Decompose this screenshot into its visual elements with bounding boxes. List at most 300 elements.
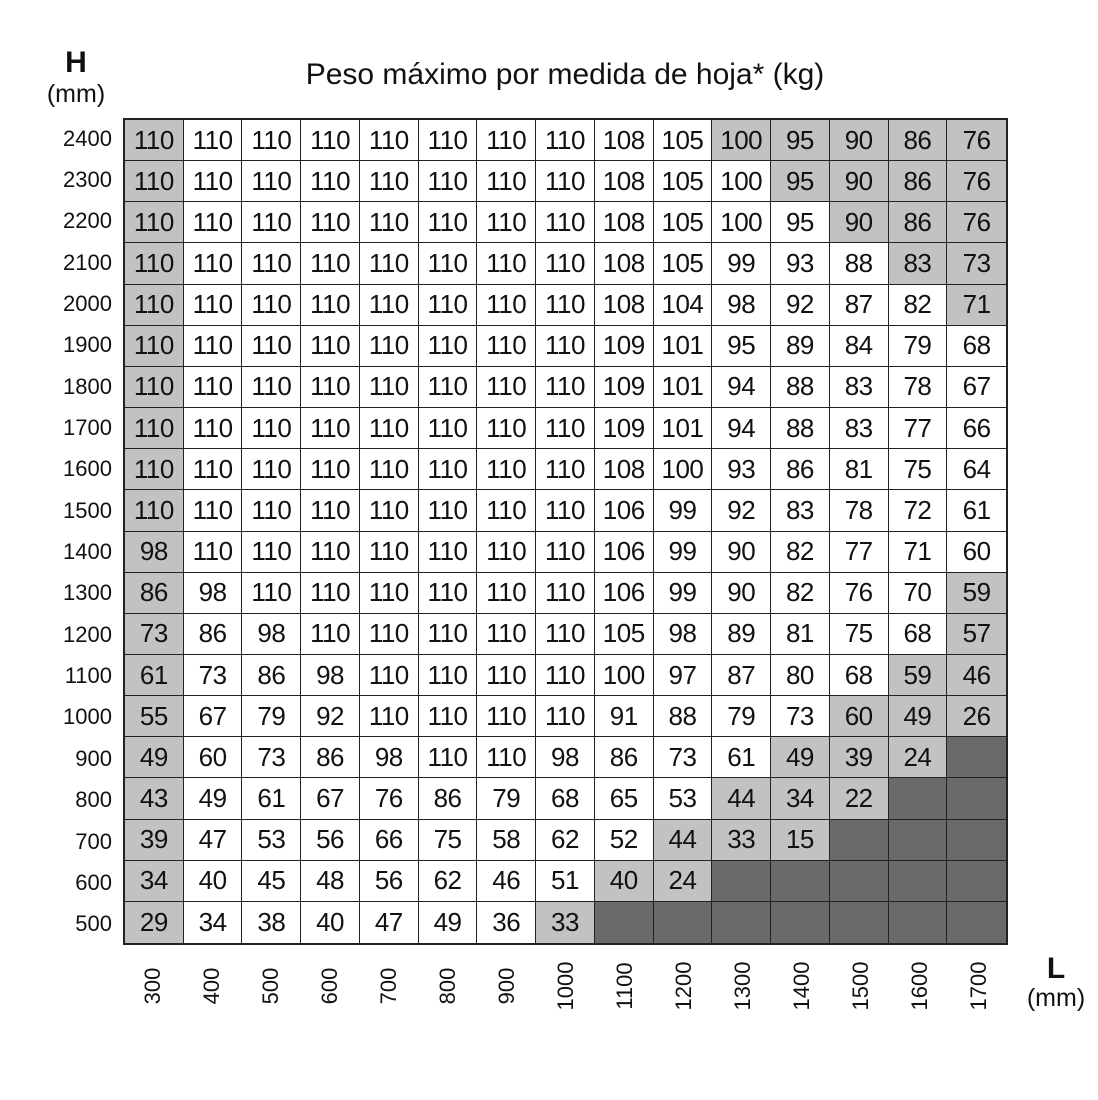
x-tick-slot (595, 952, 654, 1020)
table-cell: 110 (536, 573, 595, 614)
table-cell: 110 (360, 655, 419, 696)
table-cell: 110 (536, 449, 595, 490)
table-cell: 76 (360, 778, 419, 819)
table-cell: 110 (242, 161, 301, 202)
table-cell: 110 (419, 696, 478, 737)
y-tick-label: 2200 (63, 208, 112, 234)
table-cell: 73 (242, 737, 301, 778)
y-axis-unit: (mm) (46, 80, 106, 108)
table-cell: 95 (712, 326, 771, 367)
table-cell: 86 (771, 449, 830, 490)
table-cell: 108 (595, 202, 654, 243)
y-tick-label: 2400 (63, 125, 112, 151)
table-cell: 40 (301, 902, 360, 943)
table-cell: 110 (419, 326, 478, 367)
table-cell: 110 (477, 573, 536, 614)
table-cell: 98 (654, 614, 713, 655)
table-cell: 98 (360, 737, 419, 778)
table-cell: 110 (360, 408, 419, 449)
table-cell: 86 (125, 573, 184, 614)
table-cell: 61 (125, 655, 184, 696)
y-tick-label: 1900 (63, 332, 112, 358)
table-cell: 45 (242, 861, 301, 902)
table-cell: 75 (830, 614, 889, 655)
chart-title: Peso máximo por medida de hoja* (kg) (305, 58, 825, 91)
table-cell: 110 (536, 532, 595, 573)
table-cell: 64 (947, 449, 1006, 490)
table-cell: 68 (536, 778, 595, 819)
table-cell: 110 (419, 490, 478, 531)
table-cell: 83 (830, 367, 889, 408)
table-cell: 88 (771, 408, 830, 449)
x-tick-slot (949, 952, 1008, 1020)
x-tick-slot (300, 952, 359, 1020)
table-cell: 110 (477, 161, 536, 202)
table-cell: 110 (536, 367, 595, 408)
table-cell (947, 820, 1006, 861)
table-cell: 75 (419, 820, 478, 861)
table-cell: 110 (419, 243, 478, 284)
table-cell: 52 (595, 820, 654, 861)
table-cell: 110 (477, 367, 536, 408)
table-cell: 98 (712, 285, 771, 326)
table-cell: 67 (947, 367, 1006, 408)
x-tick-slot (536, 952, 595, 1020)
table-cell: 108 (595, 449, 654, 490)
y-tick-label: 1600 (63, 456, 112, 482)
table-cell: 79 (242, 696, 301, 737)
table-cell: 110 (536, 408, 595, 449)
table-cell: 105 (654, 202, 713, 243)
table-cell: 110 (301, 614, 360, 655)
table-cell: 49 (184, 778, 243, 819)
table-cell: 60 (830, 696, 889, 737)
table-cell: 110 (419, 449, 478, 490)
table-cell: 109 (595, 326, 654, 367)
table-cell: 110 (301, 120, 360, 161)
table-cell (889, 778, 948, 819)
table-cell: 90 (830, 161, 889, 202)
y-axis-tick-labels (38, 118, 112, 945)
table-cell: 86 (889, 120, 948, 161)
table-cell: 110 (242, 120, 301, 161)
table-cell: 110 (360, 532, 419, 573)
table-cell: 98 (184, 573, 243, 614)
x-tick-slot (241, 952, 300, 1020)
table-cell: 90 (712, 532, 771, 573)
table-cell: 79 (889, 326, 948, 367)
table-cell: 110 (360, 161, 419, 202)
table-cell: 95 (771, 202, 830, 243)
table-cell: 73 (947, 243, 1006, 284)
table-cell: 106 (595, 490, 654, 531)
table-cell: 95 (771, 161, 830, 202)
table-cell: 110 (125, 285, 184, 326)
table-cell (830, 820, 889, 861)
table-cell: 110 (301, 367, 360, 408)
table-cell (947, 737, 1006, 778)
y-tick-label: 900 (75, 745, 112, 771)
table-cell: 33 (536, 902, 595, 943)
table-cell: 68 (947, 326, 1006, 367)
table-cell: 34 (771, 778, 830, 819)
table-cell (889, 902, 948, 943)
table-cell: 83 (771, 490, 830, 531)
table-cell: 110 (125, 202, 184, 243)
table-cell: 110 (184, 120, 243, 161)
table-cell (830, 861, 889, 902)
table-cell: 110 (242, 449, 301, 490)
table-cell: 77 (889, 408, 948, 449)
table-cell: 81 (830, 449, 889, 490)
table-cell: 110 (360, 285, 419, 326)
x-axis-unit: (mm) (1026, 984, 1086, 1012)
table-cell: 110 (419, 161, 478, 202)
table-cell: 100 (654, 449, 713, 490)
x-tick-label: 1100 (611, 962, 637, 1010)
table-cell: 33 (712, 820, 771, 861)
table-cell: 108 (595, 161, 654, 202)
table-cell: 80 (771, 655, 830, 696)
table-cell: 90 (712, 573, 771, 614)
table-cell: 60 (947, 532, 1006, 573)
table-cell: 110 (419, 737, 478, 778)
table-cell: 110 (360, 367, 419, 408)
table-cell (712, 861, 771, 902)
table-cell: 49 (419, 902, 478, 943)
table-cell: 110 (184, 490, 243, 531)
table-cell: 110 (242, 532, 301, 573)
table-cell: 82 (771, 532, 830, 573)
x-axis-letter: L (1046, 952, 1066, 985)
table-cell: 43 (125, 778, 184, 819)
table-cell: 67 (184, 696, 243, 737)
table-cell: 110 (536, 696, 595, 737)
table-cell: 61 (947, 490, 1006, 531)
table-cell: 60 (184, 737, 243, 778)
table-cell: 98 (125, 532, 184, 573)
table-cell: 108 (595, 243, 654, 284)
table-cell: 99 (654, 532, 713, 573)
table-cell: 110 (419, 655, 478, 696)
table-cell: 110 (125, 243, 184, 284)
table-cell: 110 (536, 243, 595, 284)
table-cell: 82 (771, 573, 830, 614)
table-cell: 47 (360, 902, 419, 943)
y-tick-label: 500 (75, 911, 112, 937)
table-cell: 68 (830, 655, 889, 696)
table-cell: 110 (242, 326, 301, 367)
table-cell: 110 (301, 161, 360, 202)
table-cell: 110 (184, 161, 243, 202)
table-cell: 110 (360, 120, 419, 161)
table-cell: 34 (184, 902, 243, 943)
table-cell: 49 (771, 737, 830, 778)
table-cell: 110 (184, 367, 243, 408)
x-tick-label: 400 (198, 967, 224, 1005)
table-cell: 71 (889, 532, 948, 573)
table-cell: 47 (184, 820, 243, 861)
table-cell: 82 (889, 285, 948, 326)
table-cell (889, 820, 948, 861)
table-cell: 110 (242, 367, 301, 408)
table-cell: 92 (712, 490, 771, 531)
x-tick-label: 1200 (670, 961, 696, 1011)
table-cell: 110 (360, 614, 419, 655)
table-cell: 66 (947, 408, 1006, 449)
table-cell: 46 (947, 655, 1006, 696)
table-cell: 110 (301, 202, 360, 243)
table-cell: 87 (830, 285, 889, 326)
table-cell: 110 (360, 243, 419, 284)
table-cell: 105 (595, 614, 654, 655)
table-cell: 89 (771, 326, 830, 367)
table-cell: 110 (536, 161, 595, 202)
x-tick-label: 600 (316, 967, 342, 1005)
y-tick-label: 2000 (63, 291, 112, 317)
x-tick-label: 1400 (788, 961, 814, 1011)
table-cell: 110 (477, 490, 536, 531)
table-cell: 110 (360, 326, 419, 367)
table-cell: 88 (771, 367, 830, 408)
table-cell: 67 (301, 778, 360, 819)
table-cell: 24 (889, 737, 948, 778)
table-cell: 110 (477, 285, 536, 326)
x-tick-slot (772, 952, 831, 1020)
table-cell: 46 (477, 861, 536, 902)
table-cell: 86 (301, 737, 360, 778)
table-cell: 49 (889, 696, 948, 737)
x-tick-label: 1600 (906, 961, 932, 1011)
table-cell: 57 (947, 614, 1006, 655)
table-cell: 110 (184, 326, 243, 367)
table-cell: 110 (301, 573, 360, 614)
table-cell: 68 (889, 614, 948, 655)
table-cell: 110 (419, 532, 478, 573)
table-cell: 110 (301, 532, 360, 573)
table-cell: 110 (536, 202, 595, 243)
table-cell: 98 (301, 655, 360, 696)
table-cell: 75 (889, 449, 948, 490)
y-axis-letter: H (65, 46, 87, 79)
table-cell: 101 (654, 326, 713, 367)
table-cell: 100 (712, 202, 771, 243)
x-tick-label: 900 (493, 967, 519, 1005)
y-tick-label: 1700 (63, 415, 112, 441)
table-cell: 61 (242, 778, 301, 819)
y-tick-label: 1100 (64, 663, 112, 689)
table-cell (771, 902, 830, 943)
table-cell: 110 (536, 614, 595, 655)
x-tick-slot (654, 952, 713, 1020)
table-cell: 110 (125, 367, 184, 408)
table-cell: 53 (654, 778, 713, 819)
table-cell: 48 (301, 861, 360, 902)
table-cell: 86 (889, 161, 948, 202)
table-cell: 110 (184, 285, 243, 326)
table-cell: 110 (301, 285, 360, 326)
table-cell: 73 (654, 737, 713, 778)
table-cell: 110 (477, 532, 536, 573)
table-cell: 29 (125, 902, 184, 943)
table-cell: 40 (595, 861, 654, 902)
table-cell: 97 (654, 655, 713, 696)
table-cell: 100 (712, 161, 771, 202)
table-cell: 110 (125, 120, 184, 161)
table-cell: 86 (419, 778, 478, 819)
table-cell: 36 (477, 902, 536, 943)
table-cell: 110 (242, 202, 301, 243)
table-cell: 110 (184, 408, 243, 449)
x-tick-slot (831, 952, 890, 1020)
table-cell: 108 (595, 120, 654, 161)
table-cell: 110 (419, 408, 478, 449)
table-cell: 76 (947, 120, 1006, 161)
table-cell: 26 (947, 696, 1006, 737)
x-tick-label: 1300 (729, 961, 755, 1011)
x-tick-label: 1500 (847, 961, 873, 1011)
table-cell: 110 (301, 243, 360, 284)
table-cell: 110 (419, 614, 478, 655)
table-cell: 110 (477, 737, 536, 778)
table-cell: 110 (477, 243, 536, 284)
table-cell: 110 (301, 490, 360, 531)
table-cell (947, 861, 1006, 902)
table-cell: 15 (771, 820, 830, 861)
x-tick-slot (359, 952, 418, 1020)
table-cell: 83 (830, 408, 889, 449)
table-cell: 39 (830, 737, 889, 778)
table-cell: 81 (771, 614, 830, 655)
x-tick-slot (418, 952, 477, 1020)
table-cell: 78 (830, 490, 889, 531)
table-cell: 110 (301, 326, 360, 367)
table-cell: 110 (536, 655, 595, 696)
table-cell: 86 (242, 655, 301, 696)
table-cell: 99 (654, 490, 713, 531)
table-cell: 110 (184, 449, 243, 490)
weight-table-grid (123, 118, 1008, 945)
table-cell: 110 (360, 490, 419, 531)
x-tick-slot (123, 952, 182, 1020)
table-cell: 88 (654, 696, 713, 737)
table-cell: 98 (536, 737, 595, 778)
y-tick-label: 1800 (63, 373, 112, 399)
table-cell: 95 (771, 120, 830, 161)
table-cell (947, 778, 1006, 819)
table-cell (830, 902, 889, 943)
y-tick-label: 2100 (63, 249, 112, 275)
table-cell: 110 (536, 120, 595, 161)
table-cell: 110 (184, 532, 243, 573)
table-cell: 73 (771, 696, 830, 737)
table-cell: 62 (536, 820, 595, 861)
x-tick-label: 700 (375, 967, 401, 1005)
table-cell: 70 (889, 573, 948, 614)
table-cell: 90 (830, 202, 889, 243)
table-cell: 110 (419, 202, 478, 243)
table-cell: 100 (712, 120, 771, 161)
table-cell: 110 (242, 243, 301, 284)
table-cell: 110 (125, 408, 184, 449)
table-cell: 94 (712, 408, 771, 449)
table-cell: 40 (184, 861, 243, 902)
table-cell: 110 (360, 696, 419, 737)
table-cell: 58 (477, 820, 536, 861)
table-cell: 65 (595, 778, 654, 819)
table-cell: 55 (125, 696, 184, 737)
table-cell: 86 (595, 737, 654, 778)
table-cell: 101 (654, 408, 713, 449)
table-cell: 77 (830, 532, 889, 573)
table-cell: 110 (242, 573, 301, 614)
x-tick-slot (477, 952, 536, 1020)
table-cell: 110 (419, 120, 478, 161)
table-cell: 53 (242, 820, 301, 861)
table-cell: 86 (184, 614, 243, 655)
table-cell: 110 (477, 408, 536, 449)
table-cell: 104 (654, 285, 713, 326)
table-cell: 59 (947, 573, 1006, 614)
y-tick-label: 1200 (63, 621, 112, 647)
table-cell: 106 (595, 532, 654, 573)
x-tick-slot (182, 952, 241, 1020)
y-tick-label: 1000 (63, 704, 112, 730)
table-cell: 66 (360, 820, 419, 861)
table-cell (889, 861, 948, 902)
table-cell: 87 (712, 655, 771, 696)
table-cell: 88 (830, 243, 889, 284)
table-cell: 73 (184, 655, 243, 696)
table-cell: 110 (360, 573, 419, 614)
table-cell: 110 (536, 285, 595, 326)
y-tick-label: 2300 (63, 167, 112, 193)
table-cell: 76 (830, 573, 889, 614)
table-cell: 34 (125, 861, 184, 902)
table-cell: 110 (419, 367, 478, 408)
table-cell: 110 (125, 326, 184, 367)
table-cell: 93 (771, 243, 830, 284)
table-cell: 110 (477, 326, 536, 367)
table-cell: 24 (654, 861, 713, 902)
x-tick-label: 500 (257, 967, 283, 1005)
table-cell (595, 902, 654, 943)
table-cell: 39 (125, 820, 184, 861)
table-cell: 76 (947, 161, 1006, 202)
table-cell: 100 (595, 655, 654, 696)
table-cell: 92 (301, 696, 360, 737)
table-cell: 99 (712, 243, 771, 284)
table-cell: 89 (712, 614, 771, 655)
table-cell: 59 (889, 655, 948, 696)
table-cell: 110 (419, 573, 478, 614)
table-cell: 110 (184, 243, 243, 284)
table-cell: 56 (360, 861, 419, 902)
y-tick-label: 700 (75, 828, 112, 854)
table-cell: 110 (242, 285, 301, 326)
table-cell: 44 (712, 778, 771, 819)
y-tick-label: 1300 (63, 580, 112, 606)
table-cell: 110 (360, 202, 419, 243)
table-cell: 110 (536, 326, 595, 367)
table-cell: 62 (419, 861, 478, 902)
y-tick-label: 800 (75, 787, 112, 813)
y-tick-label: 1400 (63, 539, 112, 565)
table-cell: 110 (125, 490, 184, 531)
table-cell: 110 (301, 449, 360, 490)
table-cell: 90 (830, 120, 889, 161)
table-cell: 72 (889, 490, 948, 531)
